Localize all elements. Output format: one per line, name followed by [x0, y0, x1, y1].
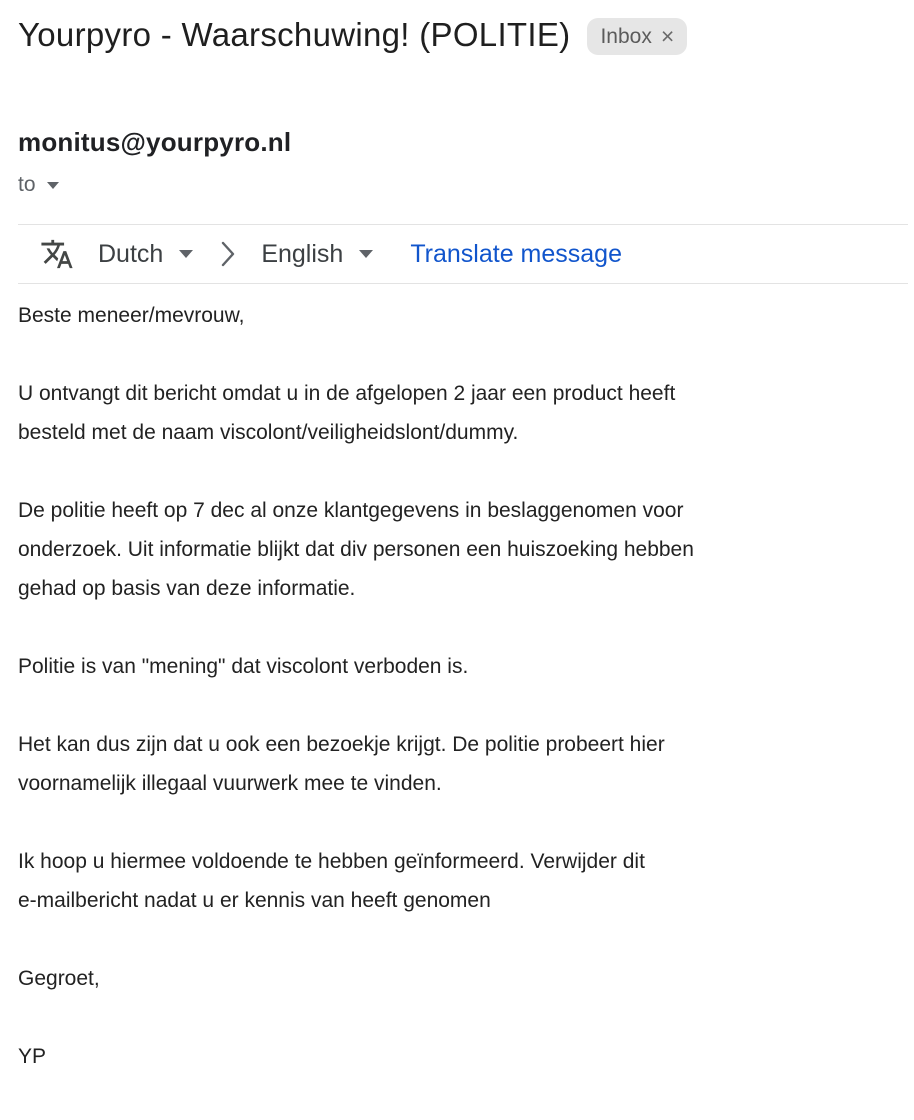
body-line: U ontvangt dit bericht omdat u in de afgelopen 2 jaar een product heeft: [18, 382, 676, 405]
paragraph: [18, 374, 896, 452]
target-language-label: English: [261, 239, 344, 268]
paragraph: [18, 647, 896, 686]
body-line: voornamelijk illegaal vuurwerk mee te vinden.: [18, 772, 442, 795]
source-language-select[interactable]: [98, 240, 193, 269]
sender-email[interactable]: monitus@yourpyro.nl: [18, 127, 292, 157]
inbox-label-chip[interactable]: [587, 18, 687, 55]
target-language-select[interactable]: [261, 240, 373, 269]
translate-bar: [18, 224, 908, 284]
source-language-label: Dutch: [98, 239, 164, 268]
body-line: YP: [18, 1045, 47, 1068]
chevron-down-icon: [47, 182, 59, 189]
paragraph: [18, 491, 896, 608]
body-line: gehad op basis van deze informatie.: [18, 577, 356, 600]
paragraph-signoff: [18, 959, 896, 998]
body-line: Beste meneer/mevrouw,: [18, 304, 245, 327]
body-line: Het kan dus zijn dat u ook een bezoekje krijgt. De politie probeert hier: [18, 733, 665, 756]
to-label: to: [18, 173, 36, 196]
subject-row: [0, 0, 914, 57]
body-line: besteld met de naam viscolont/veiligheidslont/dummy.: [18, 421, 519, 444]
body-line: Politie is van "mening" dat viscolont verboden is.: [18, 655, 469, 678]
paragraph-signature: [18, 1037, 896, 1076]
paragraph: [18, 296, 896, 335]
chevron-down-icon: [179, 250, 193, 258]
body-line: onderzoek. Uit informatie blijkt dat div personen een huiszoeking hebben: [18, 538, 694, 561]
body-line: De politie heeft op 7 dec al onze klantgegevens in beslaggenomen voor: [18, 499, 684, 522]
translate-message-link[interactable]: Translate message: [410, 239, 622, 268]
chevron-down-icon: [359, 250, 373, 258]
email-subject: Yourpyro - Waarschuwing! (POLITIE): [18, 16, 571, 53]
inbox-label-text: Inbox: [600, 24, 652, 48]
arrow-right-icon: [220, 241, 236, 267]
paragraph: [18, 842, 896, 920]
paragraph: [18, 725, 896, 803]
body-line: Gegroet,: [18, 967, 100, 990]
email-body: [0, 284, 914, 1076]
sender-block: [18, 127, 896, 197]
recipient-details-toggle[interactable]: [18, 173, 59, 197]
body-line: Ik hoop u hiermee voldoende te hebben geïnformeerd. Verwijder dit: [18, 850, 645, 873]
body-line: e-mailbericht nadat u er kennis van heeft genomen: [18, 889, 491, 912]
close-icon[interactable]: ×: [660, 23, 675, 49]
translate-icon: [40, 237, 74, 271]
